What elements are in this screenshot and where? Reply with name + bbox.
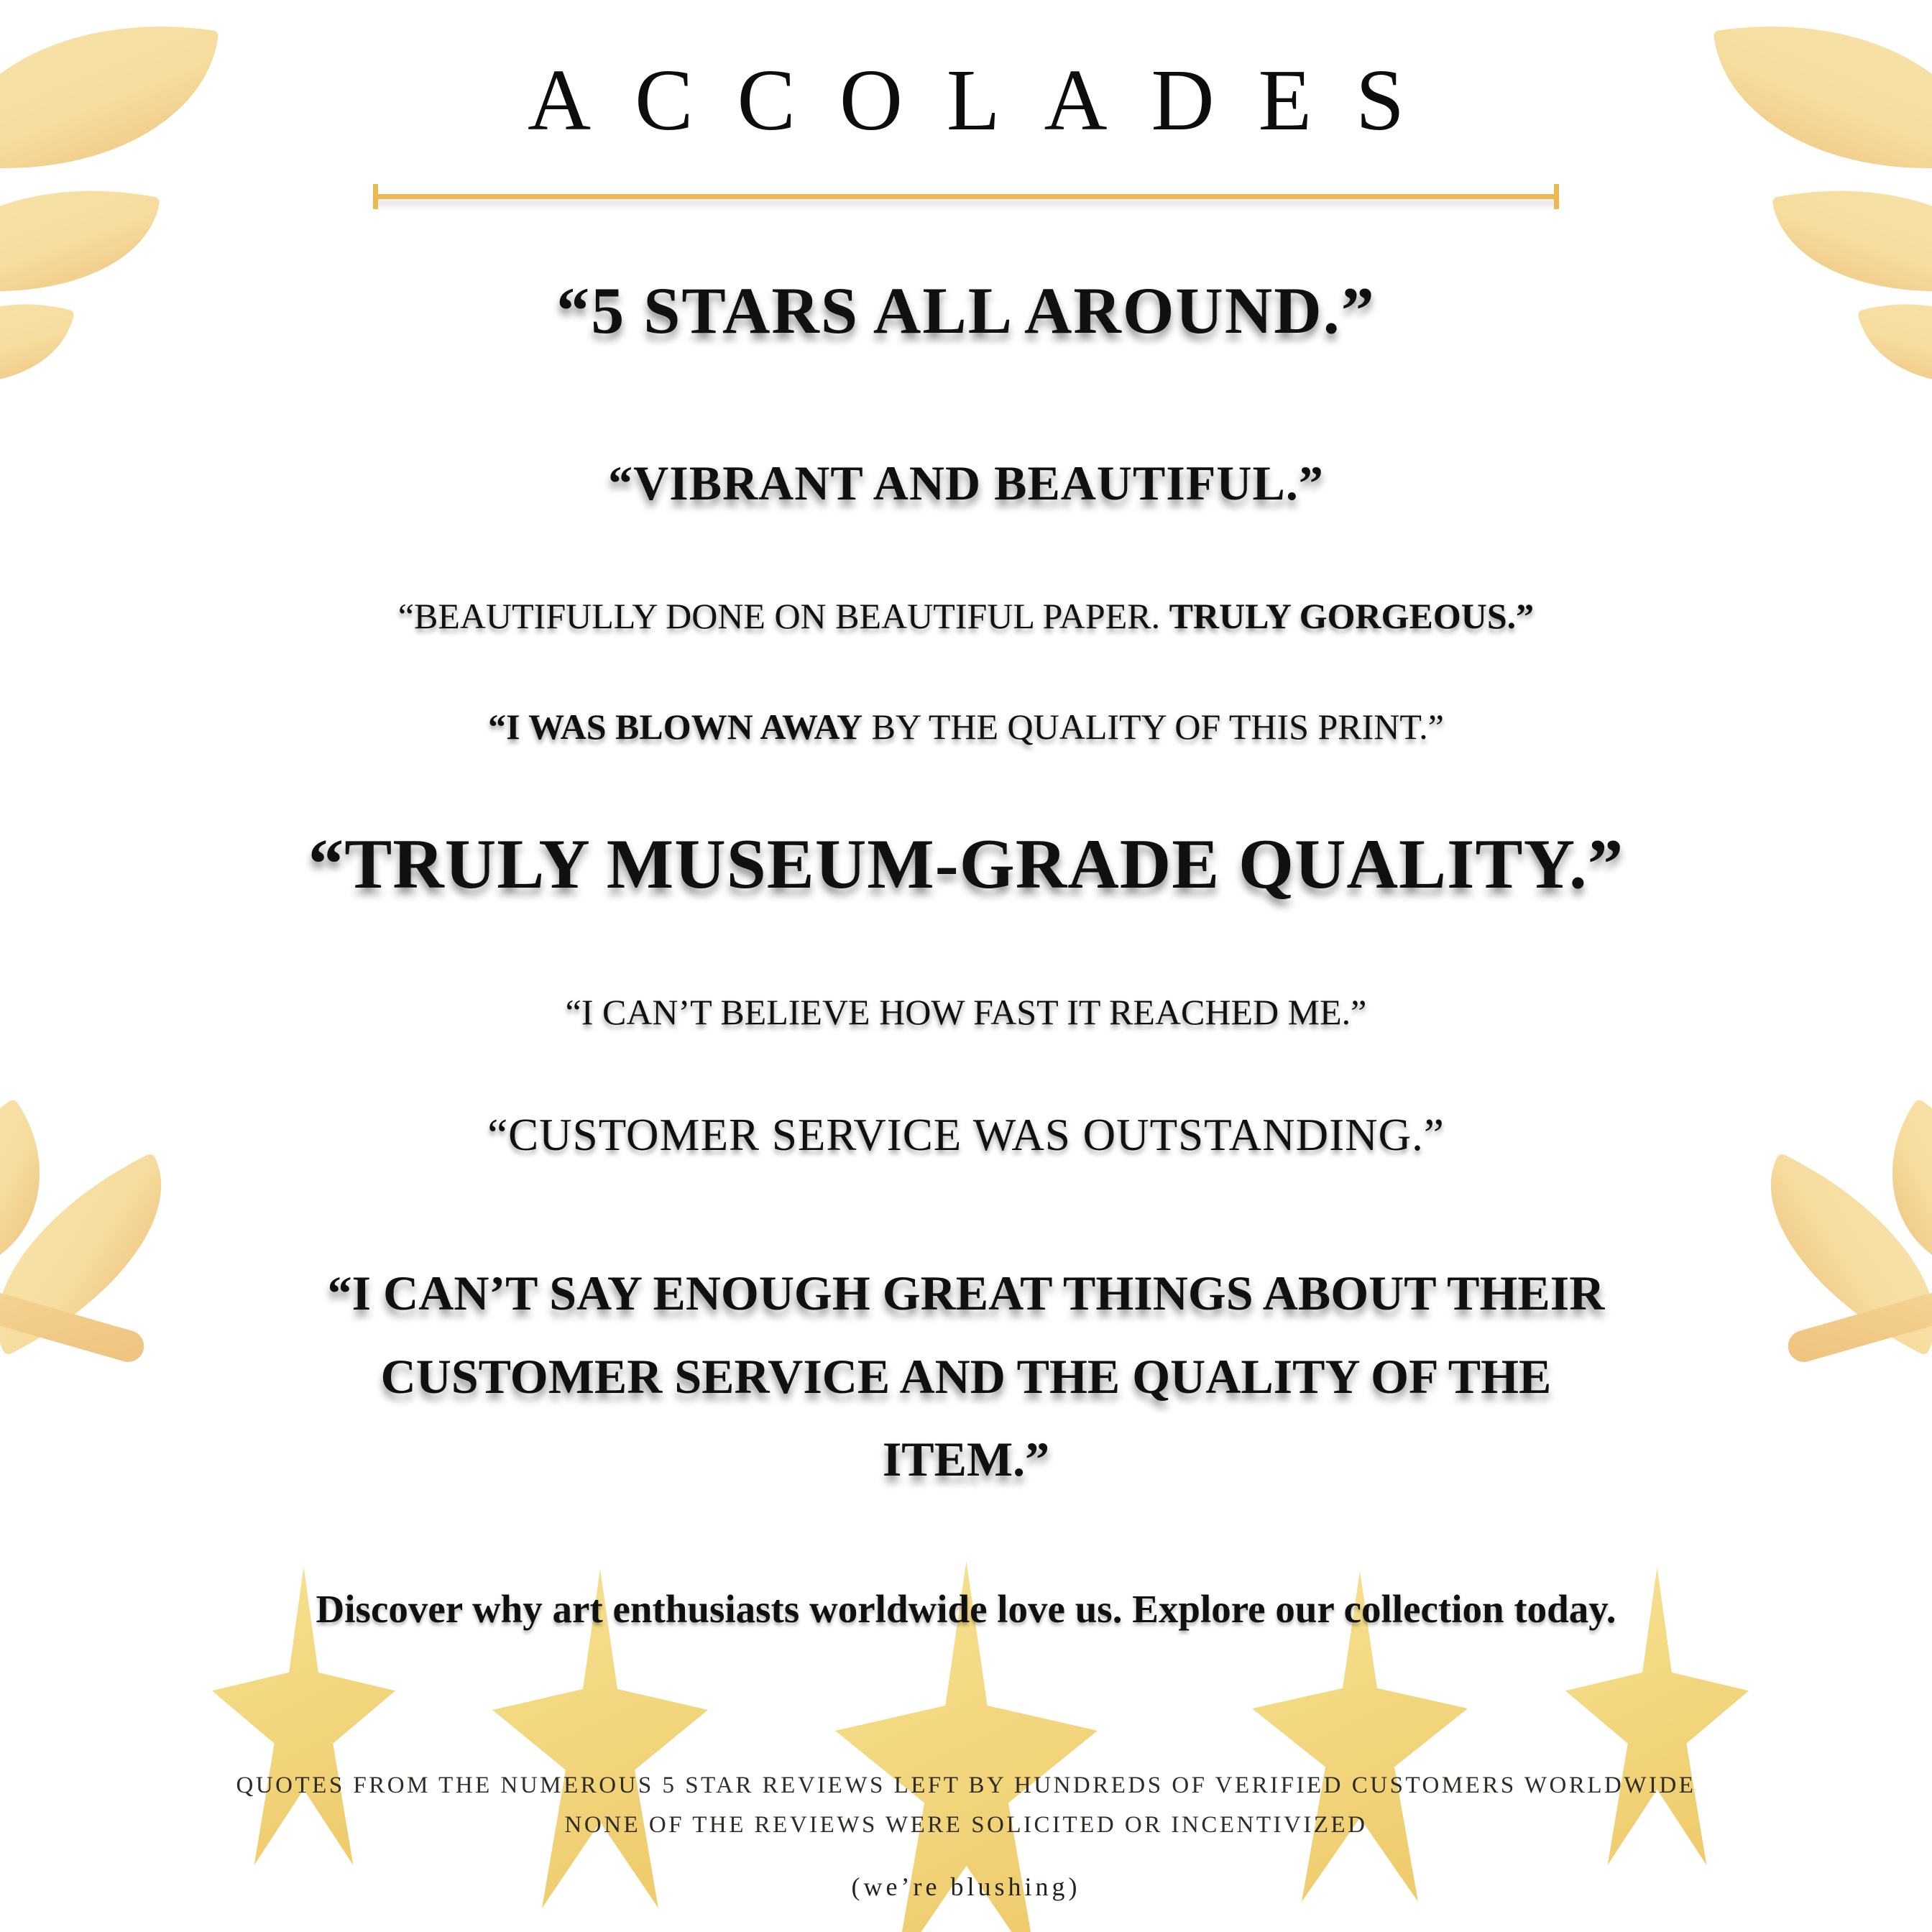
quote-customer-service-outstanding: “CUSTOMER SERVICE WAS OUTSTANDING.” <box>487 1110 1445 1160</box>
quote-normal-segment: “BEAUTIFULLY DONE ON BEAUTIFUL PAPER. <box>397 596 1169 636</box>
quote-blown-away <box>488 706 1444 748</box>
quote-bold-segment: “I WAS BLOWN AWAY <box>488 707 863 747</box>
tagline: Discover why art enthusiasts worldwide love us. Explore our collection today. <box>316 1586 1616 1631</box>
quote-museum-grade-quality: “TRULY MUSEUM-GRADE QUALITY.” <box>308 825 1624 903</box>
disclaimer-line-1: QUOTES FROM THE NUMEROUS 5 STAR REVIEWS LEFT BY HUNDREDS OF VERIFIED CUSTOMERS WORLDWIDE <box>236 1772 1696 1798</box>
blush-note: (we’re blushing) <box>851 1872 1081 1901</box>
disclaimer-line-2: NONE OF THE REVIEWS WERE SOLICITED OR INCENTIVIZED <box>564 1811 1368 1838</box>
page-title: ACCOLADES <box>527 52 1449 149</box>
quote-fast-shipping: “I CAN’T BELIEVE HOW FAST IT REACHED ME.” <box>565 992 1367 1032</box>
quote-cant-say-enough: “I CAN’T SAY ENOUGH GREAT THINGS ABOUT THEIR CUSTOMER SERVICE AND THE QUALITY OF THE ITEM.” <box>327 1266 1605 1487</box>
quote-normal-segment: BY THE QUALITY OF THIS PRINT.” <box>862 707 1444 747</box>
quote-5-stars-all-around: “5 STARS ALL AROUND.” <box>556 274 1376 347</box>
quote-beautifully-done <box>398 595 1534 637</box>
gold-divider <box>373 194 1559 199</box>
quote-vibrant-and-beautiful: “VIBRANT AND BEAUTIFUL.” <box>608 456 1324 510</box>
quote-bold-segment: TRULY GORGEOUS.” <box>1169 596 1535 636</box>
